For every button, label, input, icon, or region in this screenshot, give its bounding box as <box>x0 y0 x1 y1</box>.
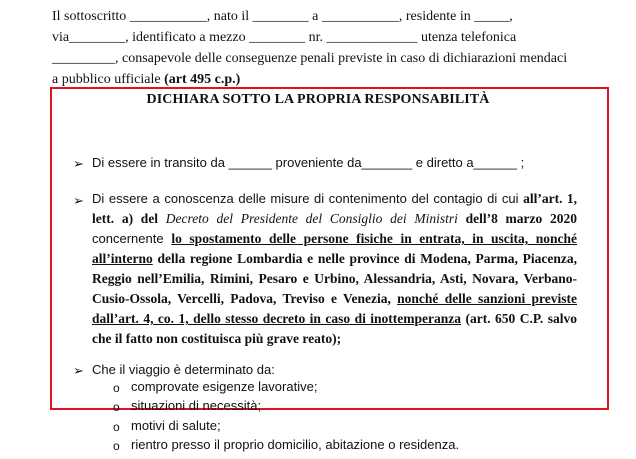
knowledge-underlined-2: nonché delle sanzioni previste dall’art. 4, co. 1, dello stesso decreto in caso di inottemperanza <box>92 291 577 326</box>
transit-statement: Di essere in transito da ______ proveniente da_______ e diretto a______ ; <box>92 155 525 170</box>
bullet-arrow-icon: ➢ <box>73 363 84 378</box>
trip-reason-item: motivi di salute; <box>131 418 221 433</box>
sub-bullet-icon: o <box>113 381 120 395</box>
trip-reason-item: comprovate esigenze lavorative; <box>131 379 318 394</box>
sub-bullet-icon: o <box>113 400 120 414</box>
bullet-arrow-icon: ➢ <box>73 156 84 171</box>
knowledge-text-2: concernente <box>92 231 172 246</box>
trip-reason-label: Che il viaggio è determinato da: <box>92 362 275 377</box>
decree-title: Decreto del Presidente del Consiglio dei Ministri <box>165 211 458 226</box>
intro-line-4-text: a pubblico ufficiale <box>52 72 165 87</box>
knowledge-statement <box>92 189 577 349</box>
knowledge-bold-3: della regione Lombardia e nelle province di Modena, Parma, Piacenza, Reggio nell’Emilia, Rimini, Pesaro e Urbino, Alessandria, Asti, Novara, Verbano-Cusio-Ossola, Vercelli, Padova, Treviso e Venezia, <box>92 251 577 306</box>
sub-bullet-icon: o <box>113 420 120 434</box>
trip-reason-item: situazioni di necessità; <box>131 398 262 413</box>
knowledge-bold-4: (art. 650 C.P. salvo che il fatto non costituisca più grave reato); <box>92 311 577 346</box>
bullet-arrow-icon: ➢ <box>73 193 84 208</box>
intro-article-ref: (art 495 c.p.) <box>164 72 241 87</box>
declarant-intro <box>52 6 582 90</box>
intro-line-2: via________, identificato a mezzo ________ nr. _____________ utenza telefonica <box>52 30 517 45</box>
knowledge-underlined-1: lo spostamento delle persone fisiche in entrata, in uscita, nonché all’interno <box>92 231 577 266</box>
intro-line-1: Il sottoscritto ___________, nato il ________ a ___________, residente in _____, <box>52 9 513 24</box>
intro-line-3: _________, consapevole delle conseguenze penali previste in caso di dichiarazioni mendaci <box>52 51 568 66</box>
sub-bullet-icon: o <box>113 439 120 453</box>
knowledge-text-1: Di essere a conoscenza delle misure di contenimento del contagio di cui <box>92 191 524 206</box>
declaration-heading: DICHIARA SOTTO LA PROPRIA RESPONSABILITÀ <box>146 92 490 107</box>
trip-reason-item: rientro presso il proprio domicilio, abitazione o residenza. <box>131 437 460 452</box>
knowledge-bold-2: dell’8 marzo 2020 <box>457 211 577 226</box>
knowledge-bold-1: all’art. 1, lett. a) del <box>92 191 577 226</box>
